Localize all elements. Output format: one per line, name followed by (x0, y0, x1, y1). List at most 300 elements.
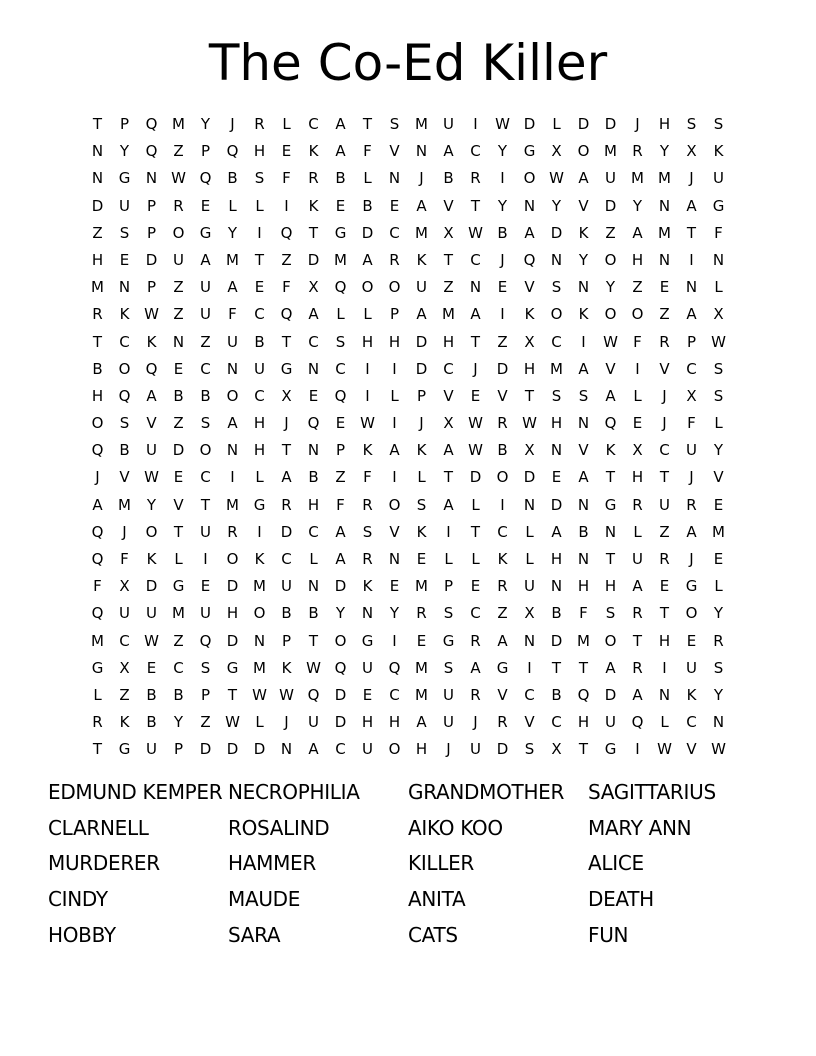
grid-letter: I (635, 740, 640, 759)
grid-row (84, 682, 732, 709)
grid-letter: C (119, 332, 130, 351)
grid-letter: A (524, 223, 535, 242)
grid-letter: L (714, 414, 723, 433)
grid-letter: E (686, 631, 697, 650)
grid-letter: O (226, 386, 239, 405)
grid-letter: S (713, 115, 724, 133)
grid-letter: S (443, 604, 454, 623)
grid-letter: J (419, 169, 424, 188)
grid-letter: A (281, 468, 292, 487)
grid-letter: W (657, 740, 672, 759)
grid-letter: I (473, 115, 478, 133)
grid-letter: E (389, 577, 400, 596)
grid-letter: S (416, 495, 427, 514)
grid-letter: C (389, 685, 400, 704)
grid-letter: T (470, 332, 481, 351)
grid-row (84, 274, 732, 301)
grid-letter: T (281, 441, 292, 460)
grid-letter: L (93, 685, 102, 704)
grid-letter: T (254, 250, 265, 269)
grid-letter: A (686, 305, 697, 324)
word-list-item: MARY ANN (588, 815, 692, 840)
grid-letter: I (635, 359, 640, 378)
grid-letter: C (389, 223, 400, 242)
grid-letter: Z (281, 250, 292, 269)
grid-letter: N (712, 713, 725, 732)
grid-letter: U (686, 441, 697, 460)
grid-letter: G (91, 658, 104, 677)
grid-letter: K (578, 305, 589, 324)
grid-letter: E (470, 577, 481, 596)
grid-letter: N (307, 359, 320, 378)
grid-letter: E (335, 414, 346, 433)
grid-letter: E (254, 278, 265, 297)
grid-letter: B (281, 604, 292, 623)
grid-letter: B (92, 359, 103, 378)
grid-letter: L (471, 495, 480, 514)
grid-letter: I (284, 196, 289, 215)
word-list-item: MURDERER (48, 851, 160, 876)
grid-letter: F (363, 468, 372, 487)
grid-letter: T (173, 522, 184, 541)
grid-letter: O (631, 305, 644, 324)
grid-letter: G (685, 577, 698, 596)
grid-letter: D (91, 196, 104, 215)
grid-letter: K (362, 441, 373, 460)
grid-letter: F (120, 550, 129, 568)
grid-letter: O (604, 631, 617, 650)
grid-letter: H (577, 713, 590, 732)
grid-letter: G (118, 169, 131, 188)
grid-letter: M (118, 495, 131, 514)
grid-letter: E (146, 658, 157, 677)
grid-letter: Q (118, 386, 131, 405)
grid-letter: C (335, 359, 346, 378)
grid-letter: J (284, 713, 289, 732)
grid-letter: M (415, 115, 428, 133)
grid-letter: E (200, 577, 211, 596)
grid-letter: U (119, 604, 130, 623)
grid-letter: H (307, 495, 320, 514)
grid-letter: L (714, 278, 723, 297)
grid-letter: I (392, 359, 397, 378)
grid-letter: X (119, 577, 130, 596)
grid-letter: H (658, 115, 671, 133)
grid-letter: L (255, 468, 264, 487)
grid-letter: S (524, 740, 535, 759)
grid-letter: D (523, 468, 536, 487)
grid-letter: Z (200, 713, 211, 732)
grid-letter: Y (713, 441, 724, 460)
grid-letter: Y (497, 142, 508, 161)
grid-row (84, 546, 732, 573)
grid-letter: R (632, 142, 643, 161)
grid-letter: V (173, 495, 184, 514)
grid-letter: D (226, 577, 239, 596)
word-list-item: ANITA (408, 887, 466, 912)
grid-letter: I (581, 332, 586, 351)
grid-letter: V (578, 441, 589, 460)
grid-letter: L (309, 550, 318, 568)
word-list-item: HOBBY (48, 922, 116, 947)
grid-letter: C (686, 359, 697, 378)
word-list-item: HAMMER (228, 851, 316, 876)
grid-letter: H (388, 713, 401, 732)
grid-letter: M (415, 685, 428, 704)
grid-letter: T (443, 250, 454, 269)
grid-letter: O (604, 305, 617, 324)
grid-letter: K (119, 305, 130, 324)
grid-letter: V (659, 359, 670, 378)
grid-letter: O (334, 631, 347, 650)
grid-letter: J (689, 468, 694, 487)
grid-letter: U (443, 115, 454, 133)
grid-letter: A (578, 468, 589, 487)
grid-letter: J (500, 250, 505, 269)
grid-letter: X (443, 223, 454, 242)
grid-letter: A (497, 631, 508, 650)
grid-letter: L (228, 196, 237, 215)
grid-letter: N (658, 685, 671, 704)
grid-letter: O (199, 441, 212, 460)
grid-letter: D (415, 332, 428, 351)
grid-letter: H (604, 577, 617, 596)
grid-letter: S (119, 414, 130, 433)
grid-letter: P (119, 115, 130, 133)
grid-letter: S (443, 658, 454, 677)
grid-letter: Y (605, 278, 616, 297)
grid-letter: B (308, 468, 319, 487)
grid-letter: B (146, 713, 157, 732)
grid-letter: O (388, 278, 401, 297)
grid-letter: J (662, 386, 667, 405)
grid-letter: K (524, 305, 535, 324)
grid-letter: A (335, 142, 346, 161)
grid-letter: W (279, 685, 294, 704)
grid-letter: B (308, 604, 319, 623)
grid-letter: U (200, 522, 211, 541)
grid-row (84, 193, 732, 220)
grid-letter: K (362, 577, 373, 596)
grid-letter: G (361, 631, 374, 650)
grid-letter: P (389, 305, 400, 324)
grid-letter: U (524, 577, 535, 596)
grid-letter: C (524, 685, 535, 704)
grid-letter: L (525, 522, 534, 541)
grid-letter: U (200, 278, 211, 297)
grid-letter: L (552, 115, 561, 133)
grid-row (84, 464, 732, 491)
grid-letter: L (363, 305, 372, 324)
grid-letter: C (470, 142, 481, 161)
grid-letter: S (254, 169, 265, 188)
grid-letter: I (446, 522, 451, 541)
grid-letter: P (416, 386, 427, 405)
grid-row (84, 247, 732, 274)
grid-letter: U (173, 250, 184, 269)
grid-letter: M (91, 631, 104, 650)
grid-letter: E (659, 577, 670, 596)
grid-letter: P (146, 278, 157, 297)
grid-letter: N (388, 169, 401, 188)
grid-letter: I (392, 468, 397, 487)
grid-letter: A (578, 359, 589, 378)
grid-letter: O (523, 169, 536, 188)
grid-letter: T (92, 115, 103, 133)
grid-letter: P (281, 631, 292, 650)
grid-letter: O (253, 604, 266, 623)
grid-letter: Z (335, 468, 346, 487)
grid-letter: L (444, 550, 453, 568)
grid-letter: Y (146, 495, 157, 514)
grid-letter: O (361, 278, 374, 297)
grid-letter: K (308, 196, 319, 215)
grid-letter: U (362, 740, 373, 759)
grid-letter: A (686, 196, 697, 215)
grid-letter: E (119, 250, 130, 269)
grid-letter: A (146, 386, 157, 405)
grid-letter: T (659, 604, 670, 623)
grid-letter: P (173, 740, 184, 759)
grid-letter: I (257, 223, 262, 242)
grid-letter: M (631, 169, 644, 188)
grid-letter: W (144, 468, 159, 487)
grid-letter: M (712, 522, 725, 541)
grid-letter: S (335, 332, 346, 351)
grid-letter: D (496, 359, 509, 378)
grid-letter: U (713, 169, 724, 188)
grid-letter: D (334, 577, 347, 596)
grid-letter: A (605, 386, 616, 405)
grid-letter: J (122, 522, 127, 541)
grid-letter: R (713, 631, 724, 650)
grid-letter: B (497, 223, 508, 242)
grid-letter: U (119, 196, 130, 215)
word-list-item: CINDY (48, 887, 108, 912)
grid-letter: O (388, 740, 401, 759)
grid-letter: I (203, 550, 208, 568)
grid-letter: X (524, 604, 535, 623)
grid-letter: T (227, 685, 238, 704)
grid-letter: E (713, 550, 724, 568)
grid-letter: V (524, 713, 535, 732)
grid-letter: R (632, 604, 643, 623)
page-title: The Co-Ed Killer (208, 34, 608, 92)
grid-letter: F (93, 577, 102, 596)
grid-letter: O (145, 522, 158, 541)
grid-letter: B (173, 386, 184, 405)
grid-letter: N (469, 278, 482, 297)
grid-letter: R (497, 577, 508, 596)
word-list-item: SARA (228, 922, 281, 947)
grid-letter: M (658, 223, 671, 242)
grid-letter: I (392, 631, 397, 650)
grid-letter: R (632, 495, 643, 514)
grid-letter: G (280, 359, 293, 378)
grid-letter: G (604, 495, 617, 514)
grid-letter: S (713, 386, 724, 405)
grid-letter: T (470, 196, 481, 215)
grid-letter: R (470, 169, 481, 188)
grid-letter: B (254, 332, 265, 351)
grid-letter: A (632, 685, 643, 704)
grid-letter: A (686, 522, 697, 541)
grid-letter: Z (443, 278, 454, 297)
grid-letter: V (389, 522, 400, 541)
grid-letter: Q (199, 631, 212, 650)
grid-letter: L (174, 550, 183, 568)
grid-letter: H (253, 414, 266, 433)
grid-letter: K (308, 142, 319, 161)
grid-letter: K (578, 223, 589, 242)
grid-letter: D (226, 631, 239, 650)
grid-letter: R (308, 169, 319, 188)
grid-letter: I (662, 658, 667, 677)
grid-letter: H (388, 332, 401, 351)
grid-letter: H (253, 142, 266, 161)
grid-letter: U (200, 604, 211, 623)
grid-letter: C (497, 522, 508, 541)
grid-letter: C (470, 604, 481, 623)
grid-row (84, 519, 732, 546)
grid-letter: H (253, 441, 266, 460)
grid-letter: X (524, 441, 535, 460)
grid-letter: C (173, 658, 184, 677)
grid-letter: I (257, 522, 262, 541)
grid-letter: D (577, 115, 590, 133)
grid-letter: A (551, 522, 562, 541)
grid-letter: W (144, 631, 159, 650)
grid-letter: M (415, 658, 428, 677)
grid-letter: Y (227, 223, 238, 242)
grid-letter: H (91, 250, 104, 269)
grid-letter: E (308, 386, 319, 405)
word-list-item: DEATH (588, 887, 654, 912)
letter-grid (84, 111, 732, 764)
grid-letter: N (577, 495, 590, 514)
grid-letter: H (577, 577, 590, 596)
grid-letter: C (119, 631, 130, 650)
grid-letter: K (416, 441, 427, 460)
grid-letter: G (253, 495, 266, 514)
grid-letter: D (199, 740, 212, 759)
grid-letter: A (335, 115, 346, 133)
grid-letter: U (470, 740, 481, 759)
grid-letter: Q (334, 658, 347, 677)
grid-letter: T (308, 631, 319, 650)
grid-letter: H (550, 550, 563, 568)
grid-letter: X (686, 142, 697, 161)
grid-letter: H (226, 604, 239, 623)
grid-letter: T (551, 658, 562, 677)
grid-letter: Z (173, 278, 184, 297)
grid-letter: W (144, 305, 159, 324)
grid-letter: W (468, 441, 483, 460)
grid-letter: Y (659, 142, 670, 161)
grid-letter: K (605, 441, 616, 460)
grid-letter: E (632, 414, 643, 433)
grid-letter: N (523, 196, 536, 215)
grid-letter: J (662, 414, 667, 433)
grid-letter: T (470, 522, 481, 541)
grid-letter: I (527, 658, 532, 677)
grid-letter: L (633, 522, 642, 541)
grid-letter: I (500, 495, 505, 514)
grid-letter: C (254, 305, 265, 324)
grid-letter: T (578, 658, 589, 677)
grid-letter: A (443, 142, 454, 161)
grid-letter: C (686, 713, 697, 732)
grid-letter: L (255, 196, 264, 215)
grid-row (84, 628, 732, 655)
grid-letter: U (308, 713, 319, 732)
word-list-item: NECROPHILIA (228, 780, 360, 804)
grid-letter: N (91, 142, 104, 161)
grid-letter: Q (91, 604, 104, 623)
grid-letter: A (605, 658, 616, 677)
grid-letter: R (173, 196, 184, 215)
grid-letter: E (713, 495, 724, 514)
grid-letter: X (524, 332, 535, 351)
grid-letter: J (230, 115, 235, 133)
grid-letter: U (632, 550, 643, 568)
grid-letter: G (118, 740, 131, 759)
grid-row (84, 492, 732, 519)
grid-letter: M (226, 250, 239, 269)
grid-row (84, 138, 732, 165)
grid-letter: I (500, 305, 505, 324)
grid-letter: H (442, 332, 455, 351)
grid-letter: Y (200, 115, 211, 133)
grid-letter: D (496, 740, 509, 759)
grid-letter: T (308, 223, 319, 242)
grid-letter: F (228, 305, 237, 324)
grid-letter: N (415, 142, 428, 161)
grid-letter: A (470, 658, 481, 677)
grid-letter: F (282, 278, 291, 297)
grid-letter: M (334, 250, 347, 269)
grid-letter: J (635, 115, 640, 133)
grid-letter: T (281, 332, 292, 351)
grid-letter: A (632, 223, 643, 242)
grid-letter: G (712, 196, 725, 215)
grid-letter: T (362, 115, 373, 133)
word-list-item: ROSALIND (228, 815, 330, 840)
grid-letter: N (604, 522, 617, 541)
grid-letter: R (92, 305, 103, 324)
grid-letter: F (336, 495, 345, 514)
grid-row (84, 301, 732, 328)
grid-letter: D (145, 577, 158, 596)
grid-letter: Z (605, 223, 616, 242)
grid-letter: Q (91, 522, 104, 541)
grid-letter: N (118, 278, 131, 297)
grid-letter: Q (334, 386, 347, 405)
grid-letter: C (200, 468, 211, 487)
grid-letter: E (281, 142, 292, 161)
grid-letter: F (687, 414, 696, 433)
grid-letter: N (307, 441, 320, 460)
grid-letter: S (578, 386, 589, 405)
grid-letter: E (335, 196, 346, 215)
grid-letter: V (146, 414, 157, 433)
grid-letter: T (92, 332, 103, 351)
grid-letter: D (172, 441, 185, 460)
grid-letter: Q (145, 359, 158, 378)
grid-letter: C (551, 332, 562, 351)
grid-letter: J (473, 713, 478, 732)
grid-letter: X (551, 142, 562, 161)
